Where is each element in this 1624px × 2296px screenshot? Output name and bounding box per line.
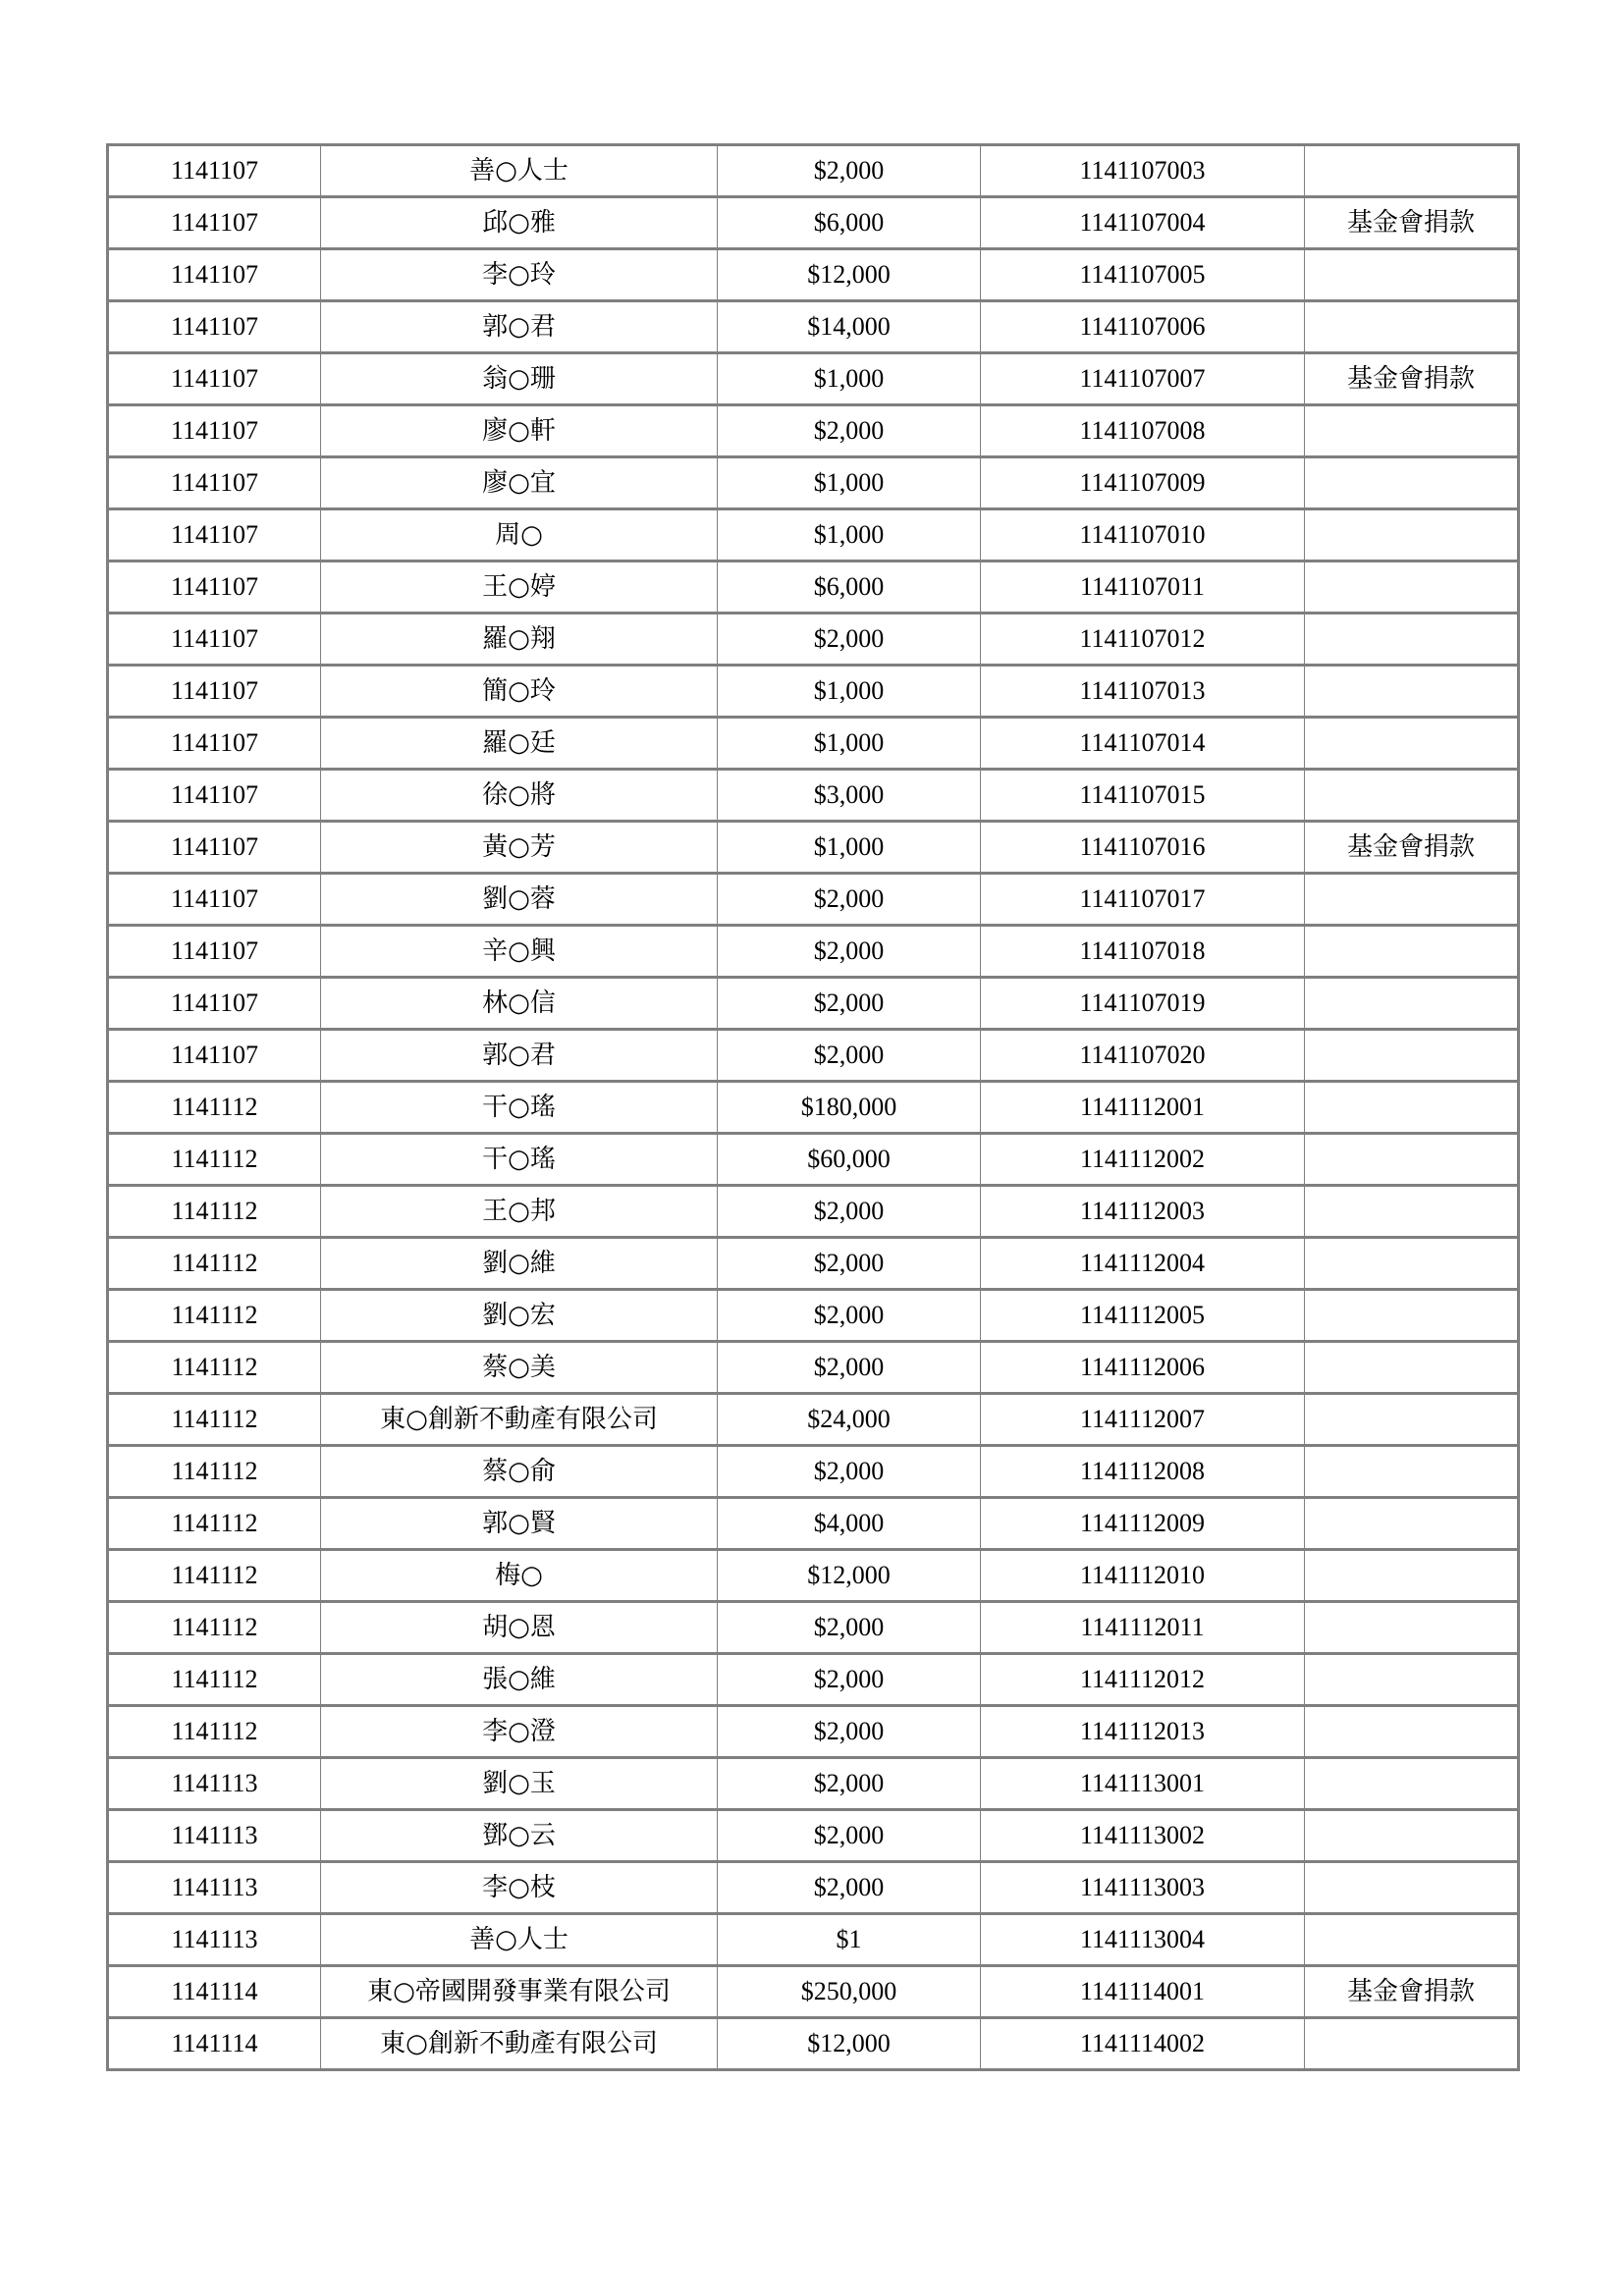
cell-donor-name: 蔡○美 [321,1342,718,1394]
cell-donor-name: 東○帝國開發事業有限公司 [321,1966,718,2018]
cell-date: 1141107 [108,666,321,718]
cell-date: 1141112 [108,1082,321,1134]
cell-receipt-id: 1141113003 [981,1862,1305,1914]
cell-date: 1141107 [108,978,321,1030]
cell-date: 1141112 [108,1498,321,1550]
table-row [108,1290,1519,1342]
cell-date: 1141113 [108,1914,321,1966]
cell-receipt-id: 1141112006 [981,1342,1305,1394]
cell-receipt-id: 1141114001 [981,1966,1305,2018]
cell-note [1305,1238,1519,1290]
cell-note [1305,1342,1519,1394]
cell-receipt-id: 1141107012 [981,614,1305,666]
cell-receipt-id: 1141107005 [981,249,1305,301]
cell-amount: $2,000 [718,1758,981,1810]
cell-date: 1141114 [108,2018,321,2070]
cell-donor-name: 王○邦 [321,1186,718,1238]
cell-amount: $1,000 [718,509,981,561]
table-row [108,874,1519,926]
cell-note: 基金會捐款 [1305,822,1519,874]
table-row [108,353,1519,405]
cell-note [1305,1862,1519,1914]
cell-donor-name: 周○ [321,509,718,561]
cell-date: 1141112 [108,1706,321,1758]
cell-receipt-id: 1141107020 [981,1030,1305,1082]
table-row [108,1966,1519,2018]
cell-date: 1141113 [108,1862,321,1914]
cell-donor-name: 羅○翔 [321,614,718,666]
cell-amount: $2,000 [718,614,981,666]
cell-receipt-id: 1141107018 [981,926,1305,978]
cell-note [1305,249,1519,301]
cell-donor-name: 善○人士 [321,145,718,197]
donation-table-body [108,145,1519,2070]
cell-amount: $2,000 [718,926,981,978]
cell-amount: $180,000 [718,1082,981,1134]
table-row [108,301,1519,353]
table-row [108,1810,1519,1862]
cell-amount: $2,000 [718,874,981,926]
cell-amount: $1,000 [718,822,981,874]
cell-receipt-id: 1141107016 [981,822,1305,874]
table-row [108,1498,1519,1550]
cell-note [1305,1498,1519,1550]
cell-date: 1141107 [108,822,321,874]
cell-amount: $12,000 [718,2018,981,2070]
cell-note [1305,1134,1519,1186]
cell-note [1305,561,1519,614]
cell-receipt-id: 1141107011 [981,561,1305,614]
table-row [108,1342,1519,1394]
table-row [108,1082,1519,1134]
table-row [108,770,1519,822]
table-row [108,666,1519,718]
cell-receipt-id: 1141107014 [981,718,1305,770]
cell-note [1305,770,1519,822]
cell-amount: $1,000 [718,353,981,405]
cell-date: 1141107 [108,405,321,457]
cell-amount: $2,000 [718,1186,981,1238]
cell-note [1305,718,1519,770]
table-row [108,197,1519,249]
cell-amount: $2,000 [718,1290,981,1342]
cell-amount: $60,000 [718,1134,981,1186]
cell-date: 1141107 [108,874,321,926]
cell-receipt-id: 1141107010 [981,509,1305,561]
cell-note [1305,614,1519,666]
cell-note [1305,978,1519,1030]
cell-date: 1141112 [108,1394,321,1446]
cell-donor-name: 廖○宜 [321,457,718,509]
cell-donor-name: 郭○賢 [321,1498,718,1550]
cell-donor-name: 劉○玉 [321,1758,718,1810]
cell-donor-name: 黃○芳 [321,822,718,874]
table-row [108,1030,1519,1082]
cell-receipt-id: 1141107013 [981,666,1305,718]
cell-date: 1141112 [108,1550,321,1602]
cell-receipt-id: 1141112004 [981,1238,1305,1290]
cell-date: 1141112 [108,1238,321,1290]
table-row [108,1550,1519,1602]
cell-note [1305,1290,1519,1342]
cell-donor-name: 李○澄 [321,1706,718,1758]
cell-donor-name: 蔡○俞 [321,1446,718,1498]
cell-donor-name: 郭○君 [321,301,718,353]
cell-receipt-id: 1141107019 [981,978,1305,1030]
cell-note [1305,1030,1519,1082]
cell-receipt-id: 1141112010 [981,1550,1305,1602]
cell-donor-name: 干○瑤 [321,1082,718,1134]
cell-receipt-id: 1141107009 [981,457,1305,509]
cell-amount: $12,000 [718,1550,981,1602]
cell-note [1305,1654,1519,1706]
cell-donor-name: 李○枝 [321,1862,718,1914]
table-row [108,2018,1519,2070]
cell-donor-name: 劉○蓉 [321,874,718,926]
cell-date: 1141112 [108,1186,321,1238]
table-row [108,249,1519,301]
cell-amount: $2,000 [718,978,981,1030]
cell-receipt-id: 1141107008 [981,405,1305,457]
table-row [108,1394,1519,1446]
cell-date: 1141112 [108,1602,321,1654]
cell-receipt-id: 1141112011 [981,1602,1305,1654]
cell-note [1305,1706,1519,1758]
cell-amount: $2,000 [718,1342,981,1394]
cell-receipt-id: 1141112005 [981,1290,1305,1342]
cell-note: 基金會捐款 [1305,353,1519,405]
cell-donor-name: 廖○軒 [321,405,718,457]
table-row [108,718,1519,770]
cell-date: 1141112 [108,1134,321,1186]
cell-receipt-id: 1141113002 [981,1810,1305,1862]
cell-note [1305,1758,1519,1810]
cell-donor-name: 東○創新不動產有限公司 [321,1394,718,1446]
donation-table [106,143,1520,2071]
cell-date: 1141107 [108,301,321,353]
table-row [108,457,1519,509]
cell-receipt-id: 1141112013 [981,1706,1305,1758]
cell-receipt-id: 1141107006 [981,301,1305,353]
cell-donor-name: 張○維 [321,1654,718,1706]
cell-amount: $2,000 [718,1238,981,1290]
donation-table-container [106,143,1517,2071]
cell-note [1305,1394,1519,1446]
cell-note [1305,1446,1519,1498]
cell-receipt-id: 1141107007 [981,353,1305,405]
cell-receipt-id: 1141112002 [981,1134,1305,1186]
cell-note [1305,1082,1519,1134]
cell-donor-name: 邱○雅 [321,197,718,249]
cell-donor-name: 善○人士 [321,1914,718,1966]
cell-receipt-id: 1141112009 [981,1498,1305,1550]
cell-date: 1141113 [108,1758,321,1810]
cell-donor-name: 東○創新不動產有限公司 [321,2018,718,2070]
cell-amount: $1 [718,1914,981,1966]
cell-amount: $6,000 [718,561,981,614]
table-row [108,822,1519,874]
cell-donor-name: 劉○宏 [321,1290,718,1342]
cell-amount: $2,000 [718,405,981,457]
cell-amount: $6,000 [718,197,981,249]
cell-amount: $2,000 [718,1810,981,1862]
cell-donor-name: 羅○廷 [321,718,718,770]
cell-receipt-id: 1141107003 [981,145,1305,197]
cell-donor-name: 李○玲 [321,249,718,301]
cell-donor-name: 簡○玲 [321,666,718,718]
cell-donor-name: 王○婷 [321,561,718,614]
cell-donor-name: 郭○君 [321,1030,718,1082]
cell-date: 1141107 [108,353,321,405]
table-row [108,1914,1519,1966]
table-row [108,1134,1519,1186]
cell-date: 1141107 [108,457,321,509]
cell-note [1305,666,1519,718]
cell-donor-name: 辛○興 [321,926,718,978]
table-row [108,1862,1519,1914]
cell-receipt-id: 1141113001 [981,1758,1305,1810]
cell-receipt-id: 1141112008 [981,1446,1305,1498]
cell-amount: $2,000 [718,1446,981,1498]
cell-note [1305,874,1519,926]
cell-date: 1141107 [108,614,321,666]
cell-date: 1141107 [108,509,321,561]
cell-date: 1141107 [108,926,321,978]
cell-date: 1141107 [108,561,321,614]
cell-amount: $24,000 [718,1394,981,1446]
cell-note [1305,1186,1519,1238]
cell-date: 1141113 [108,1810,321,1862]
cell-receipt-id: 1141112003 [981,1186,1305,1238]
cell-note [1305,405,1519,457]
cell-note [1305,145,1519,197]
cell-amount: $14,000 [718,301,981,353]
cell-amount: $12,000 [718,249,981,301]
table-row [108,1758,1519,1810]
cell-receipt-id: 1141107004 [981,197,1305,249]
cell-amount: $1,000 [718,718,981,770]
cell-date: 1141112 [108,1290,321,1342]
cell-note [1305,509,1519,561]
cell-date: 1141114 [108,1966,321,2018]
table-row [108,509,1519,561]
cell-donor-name: 梅○ [321,1550,718,1602]
cell-note [1305,1810,1519,1862]
cell-date: 1141112 [108,1446,321,1498]
cell-note [1305,926,1519,978]
table-row [108,978,1519,1030]
cell-note [1305,301,1519,353]
table-row [108,1186,1519,1238]
table-row [108,561,1519,614]
cell-date: 1141112 [108,1342,321,1394]
table-row [108,614,1519,666]
cell-donor-name: 胡○恩 [321,1602,718,1654]
cell-note [1305,1602,1519,1654]
cell-date: 1141107 [108,197,321,249]
cell-amount: $2,000 [718,1862,981,1914]
cell-note [1305,1550,1519,1602]
cell-note [1305,2018,1519,2070]
cell-amount: $1,000 [718,666,981,718]
cell-donor-name: 徐○將 [321,770,718,822]
table-row [108,1706,1519,1758]
cell-date: 1141107 [108,145,321,197]
cell-date: 1141107 [108,770,321,822]
cell-receipt-id: 1141112001 [981,1082,1305,1134]
cell-amount: $3,000 [718,770,981,822]
cell-date: 1141107 [108,1030,321,1082]
cell-date: 1141112 [108,1654,321,1706]
cell-note: 基金會捐款 [1305,197,1519,249]
cell-amount: $1,000 [718,457,981,509]
cell-donor-name: 林○信 [321,978,718,1030]
cell-date: 1141107 [108,718,321,770]
table-row [108,1238,1519,1290]
cell-amount: $2,000 [718,145,981,197]
table-row [108,926,1519,978]
cell-donor-name: 劉○維 [321,1238,718,1290]
cell-receipt-id: 1141112007 [981,1394,1305,1446]
cell-note [1305,1914,1519,1966]
cell-receipt-id: 1141113004 [981,1914,1305,1966]
cell-receipt-id: 1141112012 [981,1654,1305,1706]
cell-note [1305,457,1519,509]
table-row [108,405,1519,457]
cell-donor-name: 鄧○云 [321,1810,718,1862]
cell-note: 基金會捐款 [1305,1966,1519,2018]
cell-amount: $250,000 [718,1966,981,2018]
cell-amount: $2,000 [718,1654,981,1706]
cell-amount: $4,000 [718,1498,981,1550]
cell-donor-name: 干○瑤 [321,1134,718,1186]
table-row [108,1446,1519,1498]
cell-amount: $2,000 [718,1030,981,1082]
cell-amount: $2,000 [718,1602,981,1654]
table-row [108,1602,1519,1654]
table-row [108,145,1519,197]
cell-date: 1141107 [108,249,321,301]
cell-receipt-id: 1141107017 [981,874,1305,926]
cell-amount: $2,000 [718,1706,981,1758]
table-row [108,1654,1519,1706]
cell-receipt-id: 1141114002 [981,2018,1305,2070]
cell-donor-name: 翁○珊 [321,353,718,405]
cell-receipt-id: 1141107015 [981,770,1305,822]
